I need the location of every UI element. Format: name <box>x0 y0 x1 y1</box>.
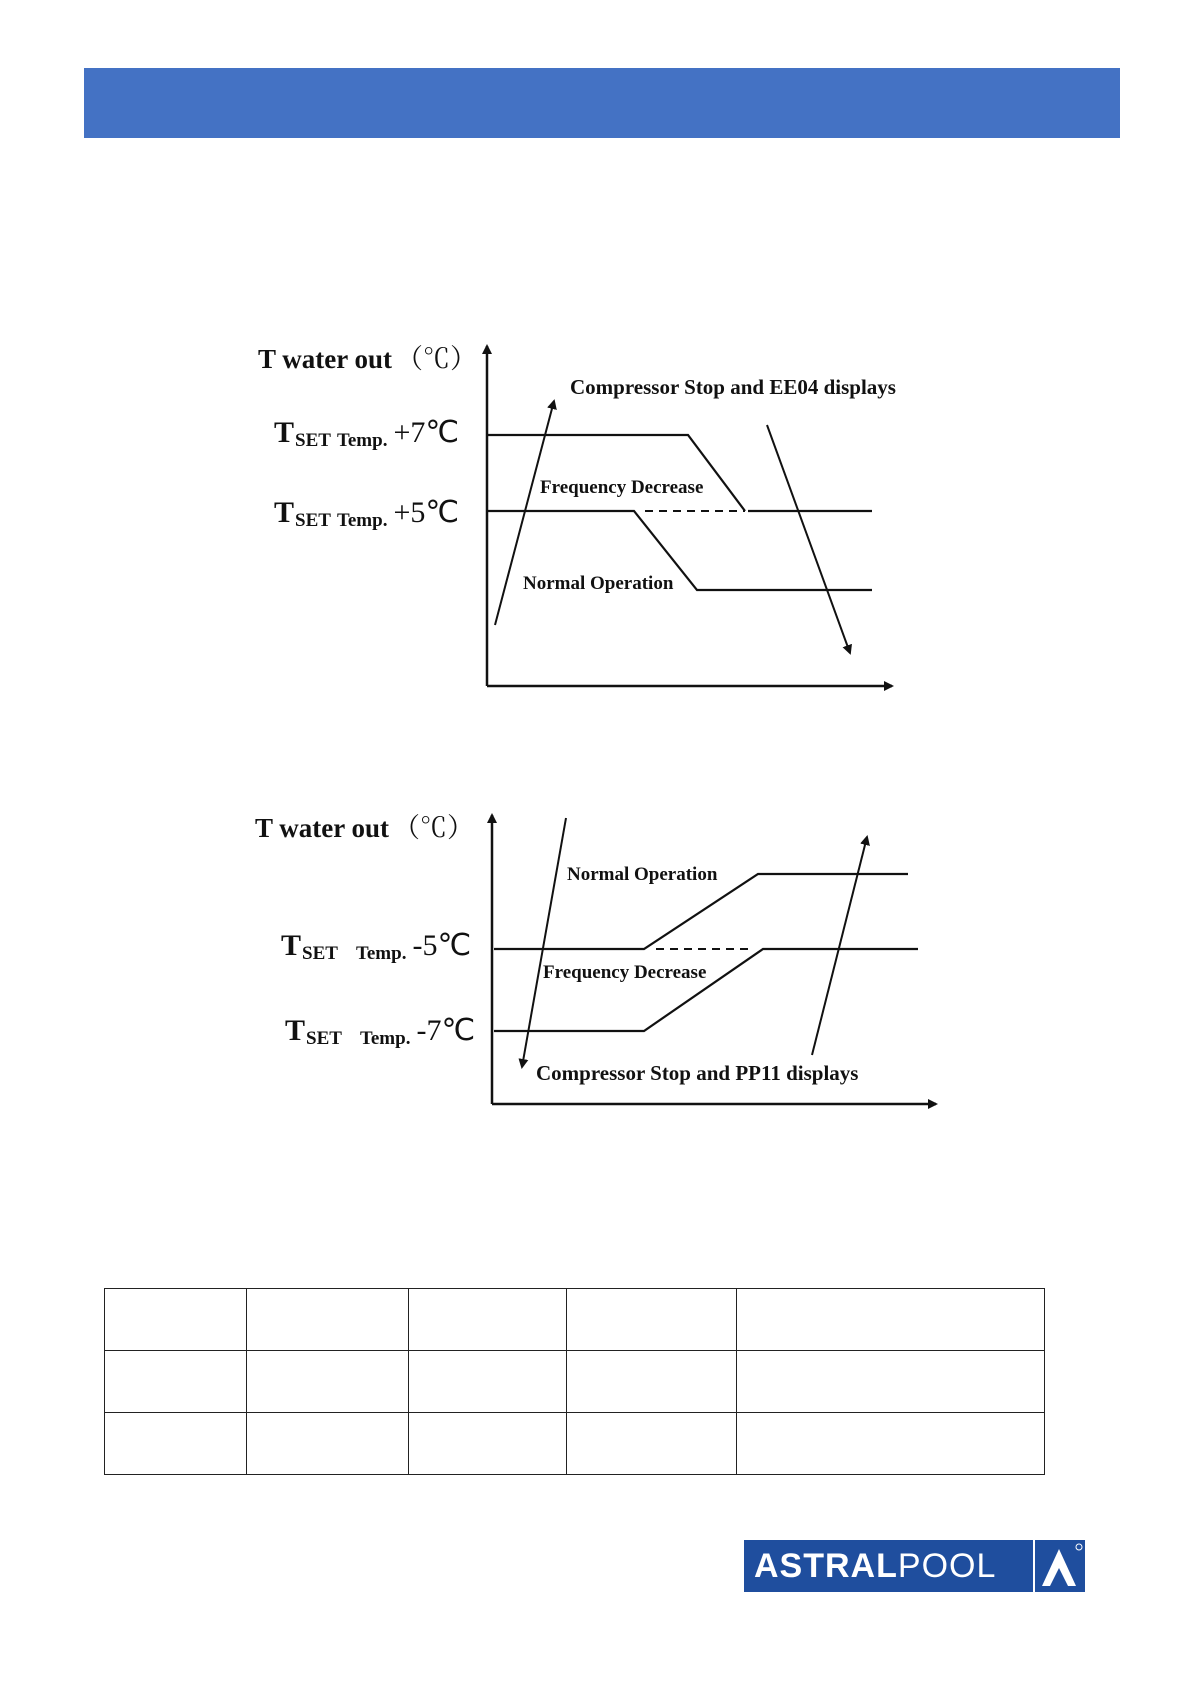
cooling-frequency-label: Frequency Decrease <box>543 962 707 983</box>
table-cell <box>567 1351 737 1413</box>
table-cell <box>409 1351 567 1413</box>
heating-axis-label: T water out （℃） <box>258 344 477 374</box>
heating-upper-level-label: TSET Temp. +7℃ <box>274 416 460 451</box>
cooling-axis-label: T water out （℃） <box>255 813 474 843</box>
cooling-upper-curve <box>494 874 908 949</box>
cooling-lower-level-label: TSET Temp. -7℃ <box>285 1014 476 1049</box>
table-cell <box>409 1289 567 1351</box>
heating-stop-label: Compressor Stop and EE04 displays <box>570 375 896 399</box>
heating-frequency-label: Frequency Decrease <box>540 477 704 498</box>
table-cell <box>247 1351 409 1413</box>
table-cell <box>409 1413 567 1475</box>
table-cell <box>737 1413 1045 1475</box>
table-cell <box>105 1351 247 1413</box>
cooling-upper-level-label: TSET Temp. -5℃ <box>281 929 472 964</box>
cooling-fall-arrow <box>522 818 566 1067</box>
astralpool-logo <box>744 1540 1085 1592</box>
table-cell <box>105 1413 247 1475</box>
heating-upper-curve <box>487 435 745 511</box>
heating-normal-label: Normal Operation <box>523 573 674 594</box>
cooling-stop-label: Compressor Stop and PP11 displays <box>536 1061 859 1085</box>
table-cell <box>737 1351 1045 1413</box>
cooling-rise-arrow <box>812 837 867 1055</box>
logo-text: ASTRALPOOL <box>754 1547 997 1585</box>
table-cell <box>567 1289 737 1351</box>
empty-table <box>104 1288 1045 1475</box>
table-cell <box>247 1289 409 1351</box>
heating-diagram <box>258 344 896 686</box>
table-row <box>105 1351 1045 1413</box>
heating-fall-arrow <box>767 425 850 653</box>
table-cell <box>105 1289 247 1351</box>
table-row <box>105 1413 1045 1475</box>
cooling-diagram <box>255 813 936 1104</box>
cooling-normal-label: Normal Operation <box>567 864 718 885</box>
table-cell <box>737 1289 1045 1351</box>
table-cell <box>247 1413 409 1475</box>
table-cell <box>567 1413 737 1475</box>
table-row <box>105 1289 1045 1351</box>
logo-triangle-icon <box>1033 1540 1085 1592</box>
heating-lower-level-label: TSET Temp. +5℃ <box>274 496 460 531</box>
